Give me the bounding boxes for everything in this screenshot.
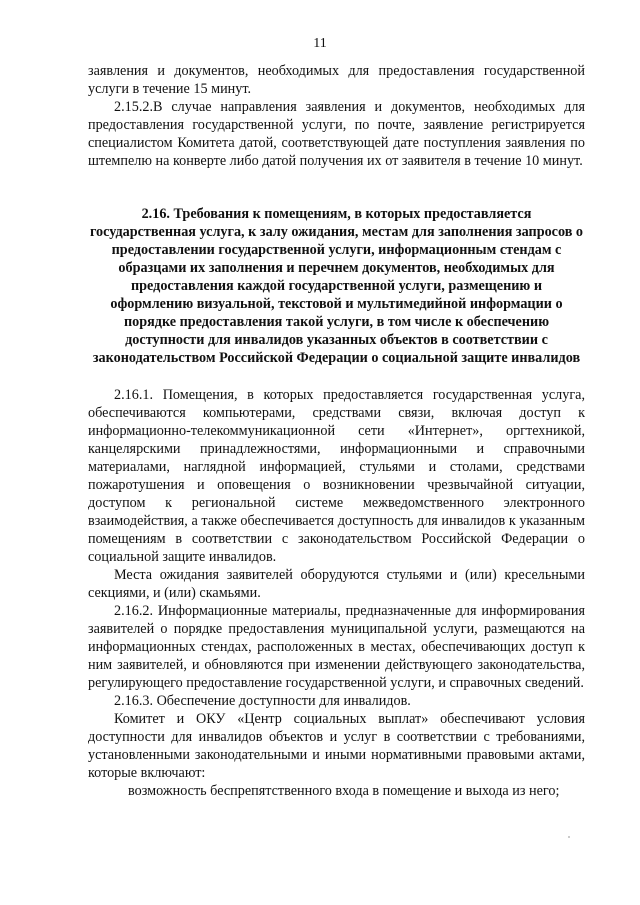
paragraph-2-16-2: 2.16.2. Информационные материалы, предназначенные для информирования заявителей о порядке предоставления муниципальной услуги, размещаются на информационных стендах, расположенных в местах, обеспечивающих доступ к ним заявителей, и обновляются при изменении действующего законодательства, регулирующего предоставление государственной услуги, и справочных сведений. [88,603,585,691]
scan-speck [568,836,570,838]
page-number: 11 [313,36,327,51]
section-text-block [88,386,585,800]
paragraph-committee-conditions: Комитет и ОКУ «Центр социальных выплат» обеспечивают условия доступности для инвалидов объектов и услуг в соответствии с требованиями, установленными законодательными и иными нормативными правовыми актами, которые включают: [88,711,585,781]
section-heading-2-16: 2.16. Требования к помещениям, в которых предоставляется государственная услуга, к залу ожидания, местам для заполнения запросов о предоставлении государственной услуги, информационным стендам с образцами их заполнения и перечнем документов, необходимых для предоставления каждой государственной услуги, размещению и оформлению визуальной, текстовой и мультимедийной информации о порядке предоставления такой услуги, в том числе к обеспечению доступности для инвалидов указанных объектов в соответствии с законодательством Российской Федерации о социальной защите инвалидов [89,206,584,366]
paragraph-continuation: заявления и документов, необходимых для предоставления государственной услуги в течение 15 минут. [88,63,585,97]
paragraph-2-15-2: 2.15.2.В случае направления заявления и документов, необходимых для предоставления государственной услуги, по почте, заявление регистрируется специалистом Комитета датой, соответствующей дате поступления заявления по штемпелю на конверте либо датой получения их от заявителя в течение 10 минут. [88,99,585,169]
paragraph-waiting-places: Места ожидания заявителей оборудуются стульями и (или) кресельными секциями, и (или) скамьями. [88,567,585,601]
paragraph-access-entrance: возможность беспрепятственного входа в помещение и выхода из него; [128,783,560,799]
paragraph-2-16-1: 2.16.1. Помещения, в которых предоставляется государственная услуга, обеспечиваются компьютерами, средствами связи, включая доступ к информационно-телекоммуникационной сети «Интернет», оргтехникой, канцелярскими принадлежностями, информационными и справочными материалами, наглядной информацией, стульями и столами, средствами пожаротушения и оповещения о возникновении чрезвычайной ситуации, доступом к региональной системе межведомственного электронного взаимодействия, а также обеспечивается доступность для инвалидов к указанным помещениям в соответствии с законодательством Российской Федерации о социальной защите инвалидов. [88,387,585,565]
paragraph-2-16-3: 2.16.3. Обеспечение доступности для инвалидов. [114,693,411,709]
top-text-block [88,62,585,170]
